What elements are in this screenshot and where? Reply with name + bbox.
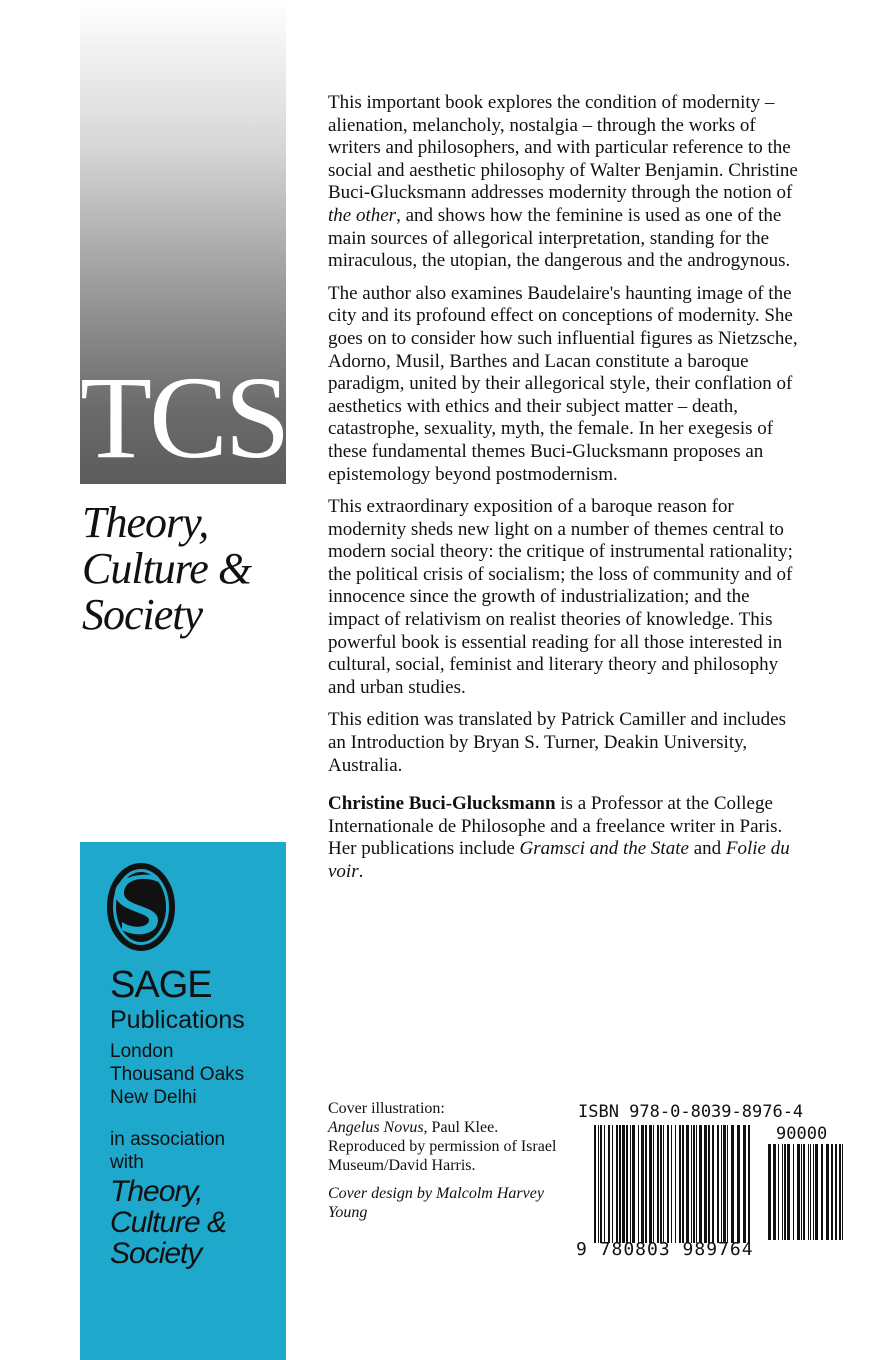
barcode-bar <box>612 1125 613 1243</box>
barcode-bar <box>737 1125 740 1243</box>
barcode-bar <box>594 1125 596 1243</box>
barcode-bar <box>778 1144 779 1240</box>
author-name: Christine Buci-Glucksmann <box>328 793 556 815</box>
barcode-bar <box>815 1144 818 1240</box>
back-cover-blurb <box>328 92 798 894</box>
text-run: . <box>358 861 364 882</box>
barcode-bar <box>721 1125 722 1243</box>
blurb-paragraph-3: This extraordinary exposition of a baroque reason for modernity sheds new light on a number of themes central to modern social theory: the critique of instrumental rationality; the political crisis of socialism; the loss of community and of innocence since the growth of industrialization; and the impact of relativism on realist theories of knowledge. This powerful book is essential reading for all those interested in cultural, social, feminist and literary theory and philosophy and urban studies. <box>328 496 793 698</box>
cover-credits <box>328 1099 568 1231</box>
blurb-paragraph-1 <box>328 92 798 273</box>
barcode-bar <box>696 1125 697 1243</box>
barcode-bar <box>622 1125 625 1243</box>
barcode-bar <box>682 1125 684 1243</box>
ean-barcode <box>594 1125 752 1243</box>
barcode-bar <box>598 1125 599 1243</box>
barcode-bar <box>638 1125 639 1243</box>
barcode-bar <box>768 1144 771 1240</box>
barcode-bar <box>649 1125 652 1243</box>
barcode-bar <box>831 1144 833 1240</box>
text-run-italic: the other <box>328 204 397 226</box>
price-code: 90000 <box>776 1124 828 1144</box>
barcode-bar <box>842 1144 843 1240</box>
barcode-bar <box>641 1125 644 1243</box>
association-series-line: Culture & <box>110 1206 227 1239</box>
association-series <box>110 1176 226 1269</box>
publisher-name: SAGE <box>110 964 212 1006</box>
barcode-bar <box>626 1125 628 1243</box>
association-line: in association <box>110 1129 226 1150</box>
barcode-bar <box>708 1125 710 1243</box>
barcode-bar <box>712 1125 714 1243</box>
text-run: , Paul Klee. Reproduced by permission of Israel Museum/David Harris. <box>328 1119 557 1174</box>
association-line: with <box>110 1152 144 1173</box>
publisher-city: New Delhi <box>110 1087 197 1108</box>
barcode-bar <box>608 1125 610 1243</box>
barcode-bar <box>600 1125 602 1243</box>
barcode-bar <box>727 1125 728 1243</box>
barcode-bar <box>835 1144 837 1240</box>
association-series-line: Society <box>110 1237 202 1270</box>
barcode-bar <box>645 1125 647 1243</box>
barcode-bar <box>632 1125 635 1243</box>
blurb-paragraph-2: The author also examines Baudelaire's haunting image of the city and its profound effect on conceptions of modernity. She goes on to consider how such influential figures as Nietzsche, Adorno, Musil, Barthes and Lacan constitute a baroque paradigm, united by their allegorical style, their conflation of aesthetics with ethics and their subject matter – death, catastrophe, sexuality, myth, the female. In her exegesis of these fundamental themes Buci-Glucksmann proposes an epistemology beyond postmodernism. <box>328 282 798 485</box>
barcode-bar <box>839 1144 841 1240</box>
barcode-bar <box>808 1144 809 1240</box>
barcode-bar <box>793 1144 794 1240</box>
barcode-bar <box>826 1144 829 1240</box>
barcode-bar <box>743 1125 746 1243</box>
barcode-bar <box>657 1125 659 1243</box>
text-run: and <box>688 838 726 860</box>
barcode-bar <box>782 1144 783 1240</box>
series-title-line: Society <box>82 590 203 639</box>
barcode-bar <box>810 1144 811 1240</box>
barcode-bar <box>821 1144 823 1240</box>
barcode-bar <box>723 1125 726 1243</box>
series-title <box>82 500 287 638</box>
publisher-city: Thousand Oaks <box>110 1064 245 1085</box>
publisher-subtitle: Publications <box>110 1006 245 1034</box>
publisher-city: London <box>110 1041 174 1062</box>
barcode-bar <box>667 1125 669 1243</box>
publisher-panel <box>80 842 286 1360</box>
barcode-bar <box>787 1144 790 1240</box>
barcode-bar <box>679 1125 681 1243</box>
barcode-bar <box>660 1125 662 1243</box>
barcode-bar <box>803 1144 805 1240</box>
series-mark: TCS <box>80 352 288 483</box>
text-run: This important book explores the condition of modernity – alienation, melancholy, nostalgia – through the works of writers and philosophers, and with particular reference to the social and aesthetic philosophy of Walter Benjamin. Christine Buci-Glucksmann addresses modernity through the notion of <box>328 92 798 204</box>
barcode-bar <box>699 1125 702 1243</box>
book-title: Folie du voir <box>328 838 790 882</box>
text-run: Cover illustration: <box>328 1100 445 1117</box>
barcode-bar <box>691 1125 692 1243</box>
barcode-bar <box>813 1144 814 1240</box>
author-bio <box>328 793 798 883</box>
barcode-bar <box>731 1125 734 1243</box>
artwork-title: Angelus Novus <box>328 1119 424 1136</box>
barcode-bar <box>671 1125 672 1243</box>
text-run: is a Professor at the College Internationale de Philosophe and a freelance writer in Paris. Her publications include <box>328 793 783 860</box>
ean-digits: 9 780803 989764 <box>576 1239 754 1260</box>
text-run-italic: Cover design by Malcolm Harvey Young <box>328 1185 544 1221</box>
design-credit <box>328 1184 568 1222</box>
isbn-text: ISBN 978-0-8039-8976-4 <box>578 1102 804 1122</box>
barcode-bar <box>675 1125 676 1243</box>
barcode-bar <box>784 1144 786 1240</box>
blurb-paragraph-4: This edition was translated by Patrick Camiller and includes an Introduction by Bryan S. Turner, Deakin University, Australia. <box>328 709 787 776</box>
barcode-bar <box>693 1125 695 1243</box>
addon-barcode <box>768 1144 848 1240</box>
barcode-bar <box>748 1125 750 1243</box>
barcode-bar <box>801 1144 802 1240</box>
barcode-bar <box>616 1125 618 1243</box>
text-run: , and shows how the feminine is used as one of the main sources of allegorical interpretation, standing for the miraculous, the utopian, the dangerous and the androgynous. <box>328 204 791 272</box>
series-title-line: Culture & <box>82 544 252 593</box>
barcode-bar <box>653 1125 654 1243</box>
illustration-credit <box>328 1099 568 1175</box>
sage-s-logo-icon <box>106 862 176 952</box>
association-text <box>110 1128 225 1174</box>
barcode-bar <box>663 1125 664 1243</box>
publisher-cities <box>110 1040 244 1109</box>
barcode-bar <box>797 1144 800 1240</box>
series-title-line: Theory, <box>82 498 209 547</box>
barcode-bar <box>704 1125 707 1243</box>
barcode-bar <box>604 1125 605 1243</box>
barcode-bar <box>630 1125 631 1243</box>
barcode-bar <box>686 1125 689 1243</box>
barcode-bar <box>773 1144 776 1240</box>
association-series-line: Theory, <box>110 1175 203 1208</box>
barcode-bar <box>619 1125 621 1243</box>
barcode-bar <box>717 1125 719 1243</box>
book-title: Gramsci and the State <box>519 838 689 860</box>
